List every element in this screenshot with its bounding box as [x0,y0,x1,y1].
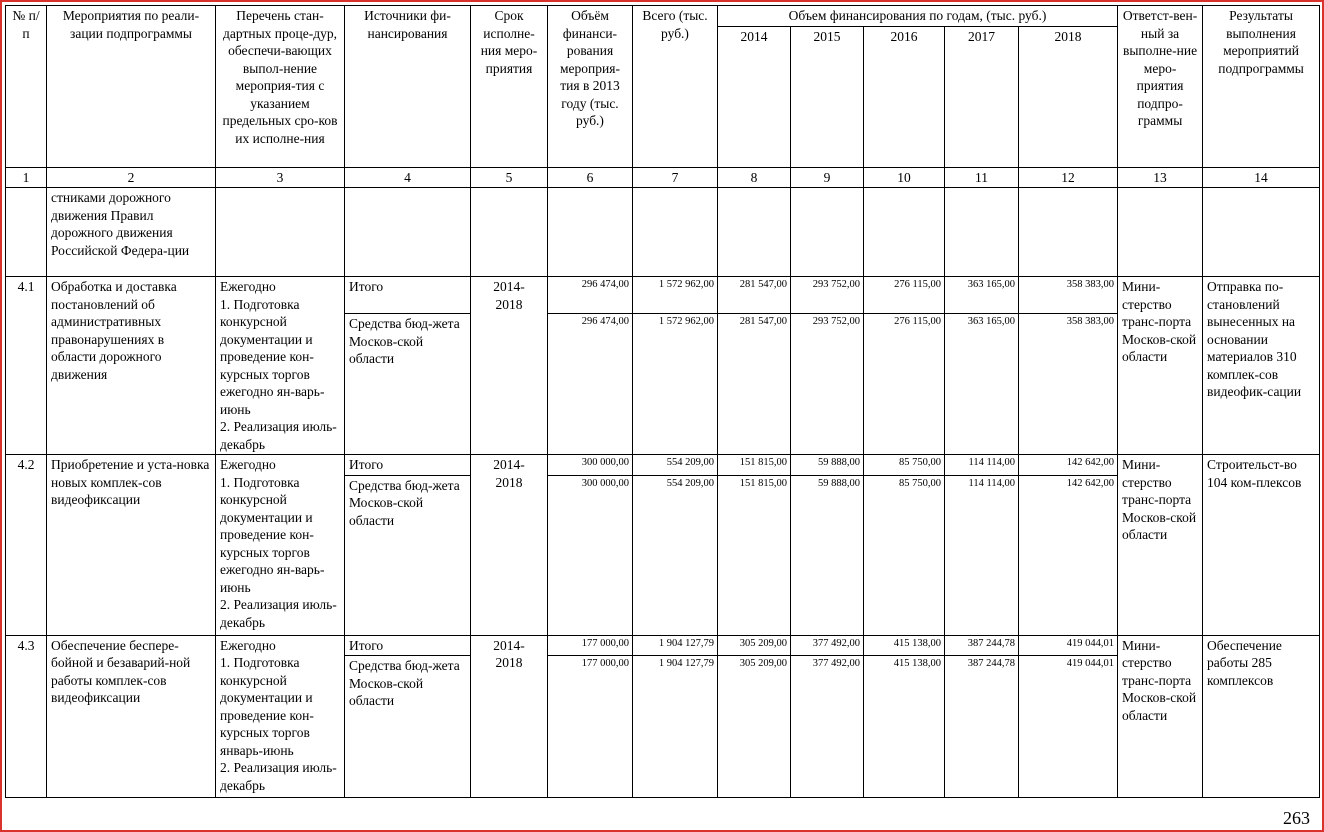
col-number: 6 [548,167,633,188]
amount-2013: 296 474,00 [548,277,633,314]
amount-2016: 85 750,00 [864,455,945,476]
header-by-years: Объем финансирования по годам, (тыс. руб.) [718,6,1118,27]
procedure-text: Ежегодно 1. Подготовка конкурсной документации и проведение кон-курсных торгов январь-июнь 2. Реализация июль-декабрь [216,635,345,798]
source-budget: Средства бюд-жета Москов-ской области [345,475,471,635]
amount-2018: 142 642,00 [1019,455,1118,476]
row-num: 4.3 [6,635,47,798]
amount-total: 554 209,00 [633,475,718,635]
header-term: Срок исполне-ния меро-приятия [471,6,548,168]
amount-total: 1 572 962,00 [633,277,718,314]
header-measures: Мероприятия по реали-зации подпрограммы [47,6,216,168]
procedure-text: Ежегодно 1. Подготовка конкурсной документации и проведение кон-курсных торгов ежегодно ян-варь-июнь 2. Реализация июль-декабрь [216,277,345,455]
amount-2014: 305 209,00 [718,656,791,798]
amount-2013: 300 000,00 [548,475,633,635]
header-volume-2013: Объём финанси-рования мероприя-тия в 2013 году (тыс. руб.) [548,6,633,168]
col-number: 11 [945,167,1019,188]
source-total: Итого [345,277,471,314]
source-budget: Средства бюд-жета Москов-ской области [345,656,471,798]
header-year: 2014 [718,26,791,167]
amount-2016: 415 138,00 [864,635,945,656]
amount-2014: 151 815,00 [718,475,791,635]
measure-name: Обеспечение беспере-бойной и безаварий-ной работы комплек-сов видеофиксации [47,635,216,798]
amount-2015: 293 752,00 [791,277,864,314]
result: Строительст-во 104 ком-плексов [1203,455,1320,636]
amount-2014: 305 209,00 [718,635,791,656]
col-number: 14 [1203,167,1320,188]
term: 2014- 2018 [471,635,548,798]
amount-2018: 142 642,00 [1019,475,1118,635]
amount-2013: 296 474,00 [548,314,633,455]
col-number: 7 [633,167,718,188]
amount-2018: 358 383,00 [1019,314,1118,455]
col-number: 13 [1118,167,1203,188]
header-results: Результаты выполнения мероприятий подпрограммы [1203,6,1320,168]
col-number: 5 [471,167,548,188]
amount-2018: 358 383,00 [1019,277,1118,314]
term: 2014- 2018 [471,277,548,455]
col-number: 3 [216,167,345,188]
responsible: Мини-стерство транс-порта Москов-ской области [1118,277,1203,455]
table-row [6,635,1320,656]
amount-2018: 419 044,01 [1019,656,1118,798]
amount-2014: 281 547,00 [718,314,791,455]
amount-2015: 293 752,00 [791,314,864,455]
col-number: 1 [6,167,47,188]
amount-2016: 415 138,00 [864,656,945,798]
source-total: Итого [345,455,471,476]
amount-2014: 281 547,00 [718,277,791,314]
col-number: 9 [791,167,864,188]
continuation-row [6,188,1320,277]
table-row [6,455,1320,476]
amount-2016: 276 115,00 [864,314,945,455]
header-sources: Источники фи-нансирования [345,6,471,168]
procedure-text: Ежегодно 1. Подготовка конкурсной документации и проведение кон-курсных торгов ежегодно ян-варь-июнь 2. Реализация июль-декабрь [216,455,345,636]
result: Отправка по-становлений вынесенных на основании материалов 310 комплек-сов видеофик-сации [1203,277,1320,455]
amount-2015: 377 492,00 [791,656,864,798]
financing-table [5,5,1320,798]
header-procedures: Перечень стан-дартных проце-дур, обеспечи-вающих выпол-нение мероприя-тия с указанием предельных сро-ков их исполне-ния [216,6,345,168]
amount-total: 554 209,00 [633,455,718,476]
amount-2017: 387 244,78 [945,656,1019,798]
header-num: № п/п [6,6,47,168]
header-year: 2017 [945,26,1019,167]
responsible: Мини-стерство транс-порта Москов-ской области [1118,635,1203,798]
amount-2017: 114 114,00 [945,475,1019,635]
header-year: 2016 [864,26,945,167]
header-year: 2018 [1019,26,1118,167]
amount-2013: 177 000,00 [548,656,633,798]
result: Обеспечение работы 285 комплексов [1203,635,1320,798]
source-total: Итого [345,635,471,656]
header-year: 2015 [791,26,864,167]
amount-total: 1 904 127,79 [633,656,718,798]
col-number: 12 [1019,167,1118,188]
row-num: 4.2 [6,455,47,636]
measure-name: Приобретение и уста-новка новых комплек-сов видеофиксации [47,455,216,636]
amount-total: 1 904 127,79 [633,635,718,656]
amount-2015: 59 888,00 [791,475,864,635]
header-total: Всего (тыс. руб.) [633,6,718,168]
amount-2016: 276 115,00 [864,277,945,314]
amount-2016: 85 750,00 [864,475,945,635]
amount-2017: 363 165,00 [945,314,1019,455]
continuation-text: стниками дорожного движения Правил дорожного движения Российской Федера-ции [47,188,216,277]
row-num: 4.1 [6,277,47,455]
source-budget: Средства бюд-жета Москов-ской области [345,314,471,455]
header-responsible: Ответст-вен-ный за выполне-ние меро-приятия подпро-граммы [1118,6,1203,168]
amount-2015: 377 492,00 [791,635,864,656]
amount-2017: 387 244,78 [945,635,1019,656]
measure-name: Обработка и доставка постановлений об административных правонарушениях в области дорожного движения [47,277,216,455]
table-row [6,277,1320,314]
page-number: 263 [1283,808,1310,828]
term: 2014- 2018 [471,455,548,636]
amount-2017: 114 114,00 [945,455,1019,476]
col-number: 8 [718,167,791,188]
col-number: 10 [864,167,945,188]
amount-2015: 59 888,00 [791,455,864,476]
amount-2014: 151 815,00 [718,455,791,476]
amount-2017: 363 165,00 [945,277,1019,314]
amount-2018: 419 044,01 [1019,635,1118,656]
amount-total: 1 572 962,00 [633,314,718,455]
amount-2013: 300 000,00 [548,455,633,476]
responsible: Мини-стерство транс-порта Москов-ской области [1118,455,1203,636]
col-number: 4 [345,167,471,188]
col-number: 2 [47,167,216,188]
amount-2013: 177 000,00 [548,635,633,656]
